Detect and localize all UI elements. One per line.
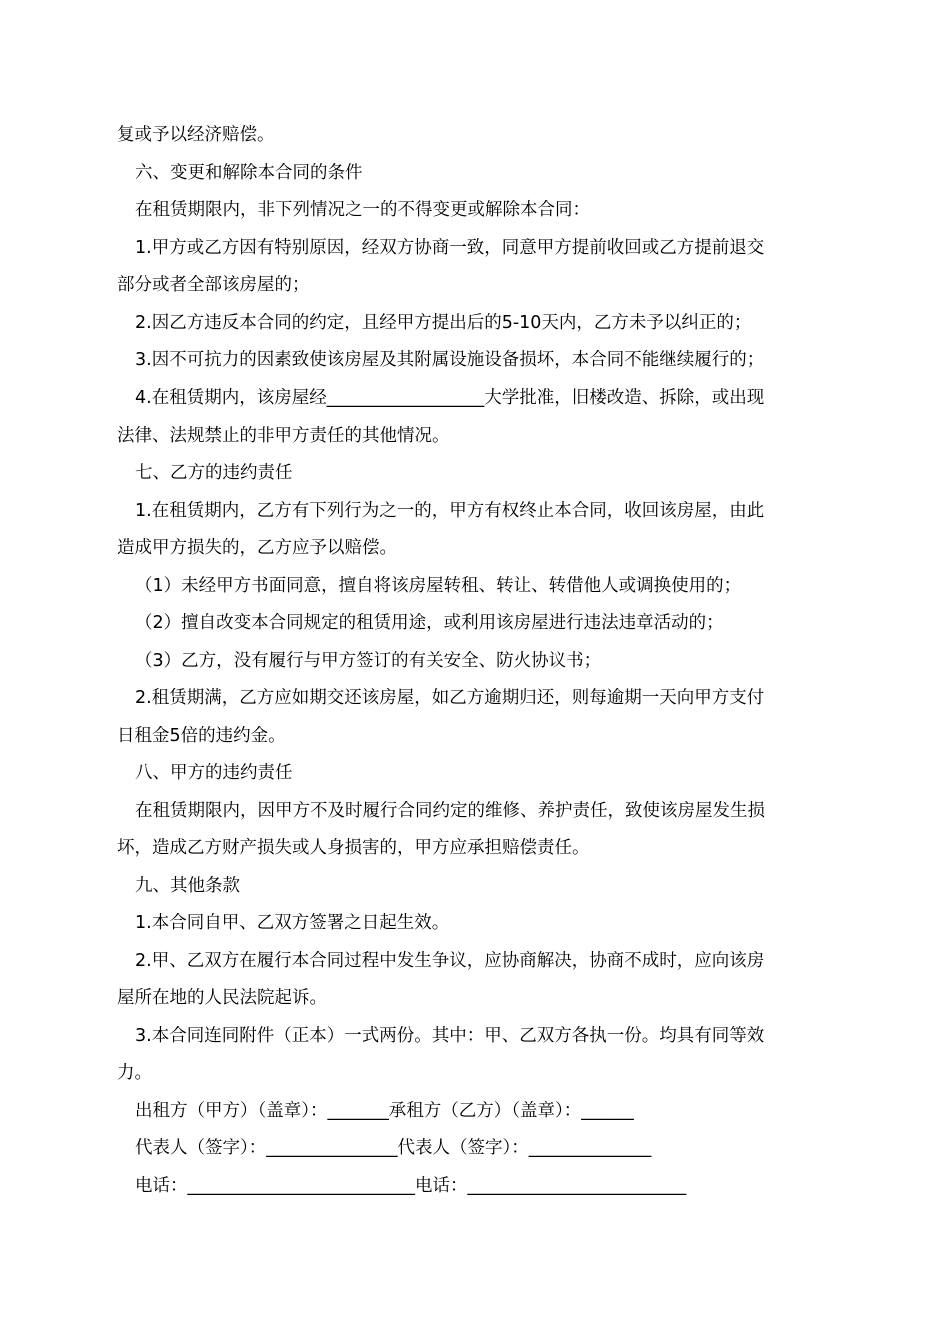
signature-phone-row: 电话：__________________________电话：_________________________ [135,1176,687,1196]
list-item: 1.甲方或乙方因有特别原因，经双方协商一致，同意甲方提前收回或乙方提前退交 [135,238,765,258]
list-item: 4.在租赁期内，该房屋经__________________大学批准，旧楼改造、拆除，或出现 [135,388,765,408]
paragraph-line: 日租金5倍的违约金。 [117,726,286,746]
list-item: 3.因不可抗力的因素致使该房屋及其附属设施设备损坏，本合同不能继续履行的； [135,350,765,370]
list-item: 3.本合同连同附件（正本）一式两份。其中：甲、乙双方各执一份。均具有同等效 [135,1026,765,1046]
paragraph-line: 法律、法规禁止的非甲方责任的其他情况。 [117,426,450,446]
paragraph-line: 在租赁期限内，非下列情况之一的不得变更或解除本合同： [135,200,590,220]
list-item: 1.在租赁期内，乙方有下列行为之一的，甲方有权终止本合同，收回该房屋，由此 [135,501,765,521]
paragraph-line: 屋所在地的人民法院起诉。 [117,988,327,1008]
list-item: 2.因乙方违反本合同的约定，且经甲方提出后的5-10天内，乙方未予以纠正的； [135,313,752,333]
section-heading: 八、甲方的违约责任 [135,763,293,783]
list-item: 1.本合同自甲、乙双方签署之日起生效。 [135,913,450,933]
paragraph-line: 复或予以经济赔偿。 [117,125,275,145]
list-item: 2.甲、乙双方在履行本合同过程中发生争议，应协商解决，协商不成时，应向该房 [135,951,765,971]
list-item: （2）擅自改变本合同规定的租赁用途，或利用该房屋进行违法违章活动的； [135,613,724,633]
section-heading: 九、其他条款 [135,876,240,896]
signature-representative-row: 代表人（签字）：_______________代表人（签字）：______________ [135,1138,652,1158]
paragraph-line: 在租赁期限内，因甲方不及时履行合同约定的维修、养护责任，致使该房屋发生损 [135,801,765,821]
paragraph-line: 部分或者全部该房屋的； [117,275,310,295]
paragraph-line: 坏，造成乙方财产损失或人身损害的，甲方应承担赔偿责任。 [117,838,590,858]
signature-seal-row: 出租方（甲方）（盖章）：_______承租方（乙方）（盖章）：______ [135,1101,634,1121]
section-heading: 六、变更和解除本合同的条件 [135,163,363,183]
paragraph-line: 力。 [117,1063,152,1083]
paragraph-line: 造成甲方损失的，乙方应予以赔偿。 [117,538,397,558]
list-item: （3）乙方，没有履行与甲方签订的有关安全、防火协议书； [135,651,602,671]
section-heading: 七、乙方的违约责任 [135,463,293,483]
list-item: 2.租赁期满，乙方应如期交还该房屋，如乙方逾期归还，则每逾期一天向甲方支付 [135,688,765,708]
list-item: （1）未经甲方书面同意，擅自将该房屋转租、转让、转借他人或调换使用的； [135,576,742,596]
